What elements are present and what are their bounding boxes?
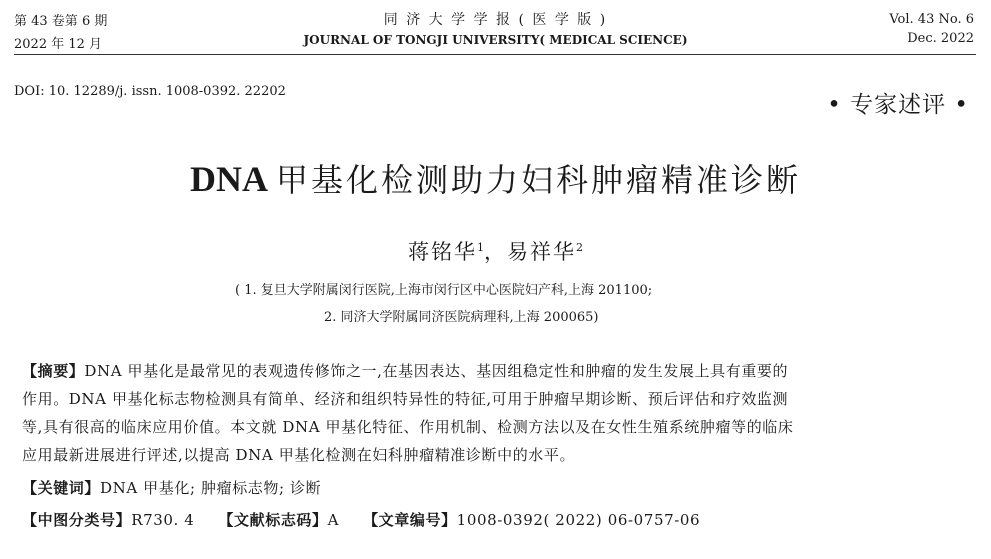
- classification-line: [22, 509, 700, 530]
- affiliation-2: 2. 同济大学附属同济医院病理科,上海 200065): [324, 310, 599, 325]
- author-affiliation-mark: 2: [576, 241, 583, 254]
- header-rule: [14, 54, 976, 55]
- keywords: [22, 477, 321, 498]
- clc-value: R730. 4: [131, 511, 195, 529]
- header-journal-cn: 同 济 大 学 学 报 ( 医 学 版 ): [383, 12, 608, 28]
- header-volume-issue-en: Vol. 43 No. 6: [889, 12, 974, 27]
- title-main: 甲基化检测助力妇科肿瘤精准诊断: [275, 161, 801, 199]
- doi: DOI: 10. 12289/j. issn. 1008-0392. 22202: [14, 84, 286, 99]
- affiliation-1: ( 1. 复旦大学附属闵行医院,上海市闵行区中心医院妇产科,上海 201100;: [235, 283, 653, 298]
- column-label: • 专家述评 •: [827, 92, 969, 118]
- abstract-line: 作用。DNA 甲基化标志物检测具有简单、经济和组织特异性的特征,可用于肿瘤早期诊断、预后评估和疗效监测: [22, 390, 789, 408]
- doc-code-value: A: [327, 511, 340, 529]
- header-date-en: Dec. 2022: [907, 31, 974, 46]
- abstract-text: DNA 甲基化是最常见的表观遗传修饰之一,在基因表达、基因组稳定性和肿瘤的发生发展上具有重要的: [84, 362, 789, 380]
- header-journal-en: JOURNAL OF TONGJI UNIVERSITY( MEDICAL SCIENCE): [303, 33, 688, 47]
- author-name: 易祥华: [507, 240, 576, 264]
- title-prefix: DNA: [189, 159, 268, 199]
- author-affiliation-mark: 1: [477, 241, 484, 254]
- authors: [0, 236, 991, 266]
- article-title: [0, 155, 991, 201]
- author-separator: ，: [484, 240, 507, 264]
- abstract-line: 应用最新进展进行评述,以提高 DNA 甲基化检测在妇科肿瘤精准诊断中的水平。: [22, 446, 576, 464]
- header-date-cn: 2022 年 12 月: [14, 37, 103, 52]
- abstract-line: [22, 360, 788, 381]
- keywords-value: DNA 甲基化; 肿瘤标志物; 诊断: [100, 479, 322, 497]
- abstract-label: 【摘要】: [22, 362, 85, 380]
- article-number-label: 【文章编号】: [363, 511, 457, 529]
- clc-label: 【中图分类号】: [22, 511, 132, 529]
- doc-code-label: 【文献标志码】: [218, 511, 328, 529]
- article-number-value: 1008-0392( 2022) 06-0757-06: [456, 511, 701, 529]
- header-volume-issue-cn: 第 43 卷第 6 期: [14, 14, 108, 29]
- keywords-label: 【关键词】: [22, 479, 101, 497]
- abstract-line: 等,具有很高的临床应用价值。本文就 DNA 甲基化特征、作用机制、检测方法以及在女性生殖系统肿瘤等的临床: [22, 418, 794, 436]
- author-name: 蒋铭华: [408, 240, 477, 264]
